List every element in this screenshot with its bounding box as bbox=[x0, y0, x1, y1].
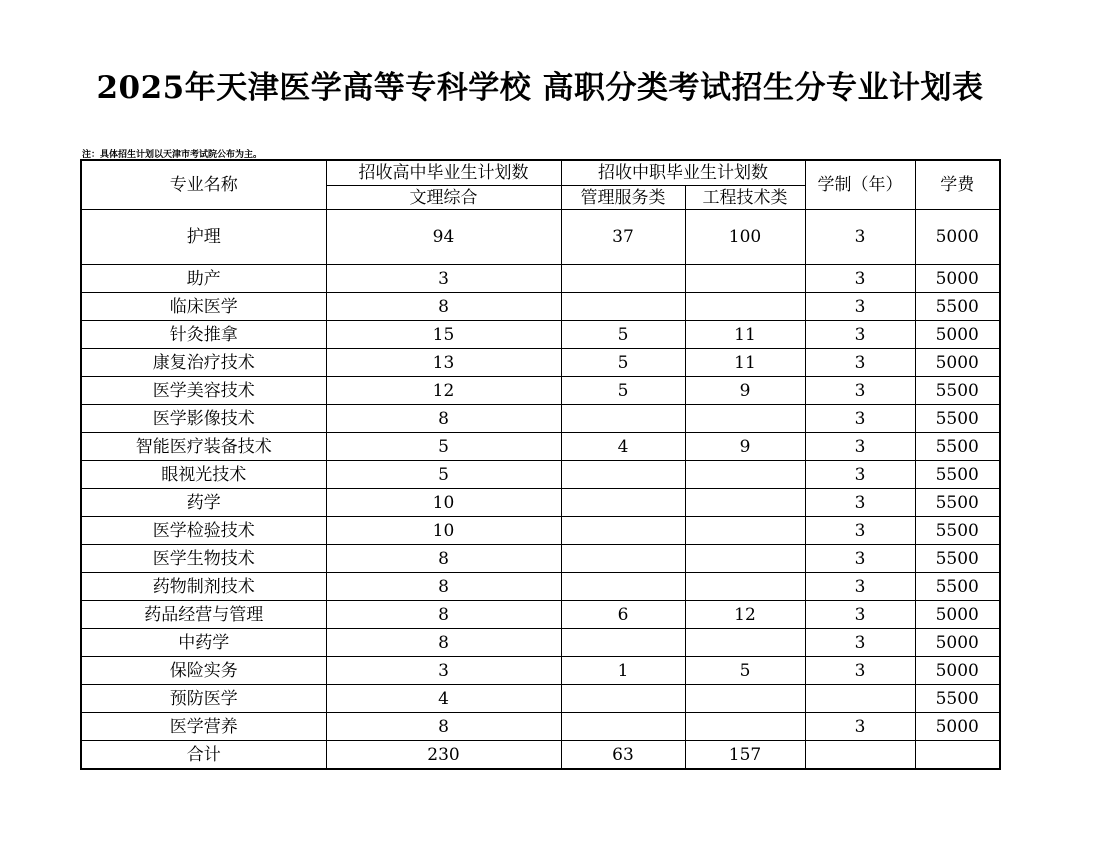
cell-management-plan bbox=[561, 685, 685, 713]
cell-years: 3 bbox=[805, 573, 915, 601]
cell-hs-plan: 13 bbox=[326, 349, 561, 377]
table-row bbox=[81, 657, 1000, 685]
table-row bbox=[81, 293, 1000, 321]
cell-hs-plan: 10 bbox=[326, 489, 561, 517]
table-row bbox=[81, 461, 1000, 489]
cell-years: 3 bbox=[805, 517, 915, 545]
cell-hs-plan: 8 bbox=[326, 629, 561, 657]
cell-years: 3 bbox=[805, 433, 915, 461]
cell-years: 3 bbox=[805, 713, 915, 741]
cell-engineering-plan bbox=[685, 293, 805, 321]
cell-major: 智能医疗装备技术 bbox=[81, 433, 326, 461]
table-row bbox=[81, 629, 1000, 657]
cell-fee: 5000 bbox=[915, 657, 1000, 685]
cell-hs-plan: 5 bbox=[326, 461, 561, 489]
cell-hs-plan: 12 bbox=[326, 377, 561, 405]
cell-years: 3 bbox=[805, 461, 915, 489]
table-row bbox=[81, 713, 1000, 741]
cell-management-plan: 6 bbox=[561, 601, 685, 629]
cell-engineering-plan bbox=[685, 629, 805, 657]
cell-engineering-plan: 12 bbox=[685, 601, 805, 629]
cell-engineering-plan: 157 bbox=[685, 741, 805, 770]
cell-management-plan: 4 bbox=[561, 433, 685, 461]
cell-major: 预防医学 bbox=[81, 685, 326, 713]
table-row bbox=[81, 210, 1000, 265]
cell-fee: 5500 bbox=[915, 461, 1000, 489]
table-row bbox=[81, 349, 1000, 377]
total-row bbox=[81, 741, 1000, 770]
cell-years: 3 bbox=[805, 321, 915, 349]
cell-hs-plan: 3 bbox=[326, 265, 561, 293]
cell-major: 药物制剂技术 bbox=[81, 573, 326, 601]
cell-fee: 5500 bbox=[915, 545, 1000, 573]
cell-management-plan: 37 bbox=[561, 210, 685, 265]
cell-management-plan bbox=[561, 629, 685, 657]
enrollment-plan-table bbox=[80, 159, 1001, 770]
table-body bbox=[81, 160, 1000, 769]
footnote: 注：具体招生计划以天津市考试院公布为主。 bbox=[82, 150, 263, 160]
cell-engineering-plan: 11 bbox=[685, 349, 805, 377]
header-hs-sub: 文理综合 bbox=[326, 186, 561, 210]
cell-fee: 5500 bbox=[915, 685, 1000, 713]
header-years: 学制（年） bbox=[805, 160, 915, 210]
cell-engineering-plan bbox=[685, 713, 805, 741]
cell-management-plan bbox=[561, 265, 685, 293]
table-row bbox=[81, 405, 1000, 433]
table-row bbox=[81, 601, 1000, 629]
cell-engineering-plan: 9 bbox=[685, 377, 805, 405]
cell-years: 3 bbox=[805, 265, 915, 293]
cell-management-plan bbox=[561, 293, 685, 321]
cell-management-plan bbox=[561, 545, 685, 573]
cell-hs-plan: 230 bbox=[326, 741, 561, 770]
cell-engineering-plan bbox=[685, 517, 805, 545]
cell-engineering-plan: 5 bbox=[685, 657, 805, 685]
table-row bbox=[81, 517, 1000, 545]
cell-major: 助产 bbox=[81, 265, 326, 293]
cell-major: 药品经营与管理 bbox=[81, 601, 326, 629]
table-row bbox=[81, 321, 1000, 349]
cell-management-plan bbox=[561, 713, 685, 741]
cell-fee: 5000 bbox=[915, 321, 1000, 349]
page-title: 2025年天津医学高等专科学校 高职分类考试招生分专业计划表 bbox=[96, 70, 984, 106]
cell-years: 3 bbox=[805, 545, 915, 573]
cell-years: 3 bbox=[805, 210, 915, 265]
cell-major: 医学美容技术 bbox=[81, 377, 326, 405]
cell-years: 3 bbox=[805, 377, 915, 405]
cell-hs-plan: 8 bbox=[326, 405, 561, 433]
header-hs-group: 招收高中毕业生计划数 bbox=[326, 160, 561, 186]
table-row bbox=[81, 573, 1000, 601]
table-row bbox=[81, 545, 1000, 573]
cell-fee: 5000 bbox=[915, 210, 1000, 265]
table-row bbox=[81, 433, 1000, 461]
cell-hs-plan: 4 bbox=[326, 685, 561, 713]
header-row-1 bbox=[81, 160, 1000, 186]
cell-engineering-plan: 11 bbox=[685, 321, 805, 349]
cell-fee: 5500 bbox=[915, 573, 1000, 601]
cell-fee: 5000 bbox=[915, 601, 1000, 629]
cell-major: 医学检验技术 bbox=[81, 517, 326, 545]
cell-fee: 5500 bbox=[915, 293, 1000, 321]
cell-engineering-plan bbox=[685, 685, 805, 713]
header-major: 专业名称 bbox=[81, 160, 326, 210]
header-vs-sub-engineering: 工程技术类 bbox=[685, 186, 805, 210]
cell-fee: 5500 bbox=[915, 489, 1000, 517]
cell-management-plan bbox=[561, 517, 685, 545]
cell-management-plan: 5 bbox=[561, 321, 685, 349]
cell-hs-plan: 8 bbox=[326, 573, 561, 601]
cell-fee: 5500 bbox=[915, 433, 1000, 461]
cell-major: 护理 bbox=[81, 210, 326, 265]
cell-engineering-plan: 9 bbox=[685, 433, 805, 461]
cell-major: 康复治疗技术 bbox=[81, 349, 326, 377]
cell-years: 3 bbox=[805, 349, 915, 377]
cell-major: 中药学 bbox=[81, 629, 326, 657]
cell-years: 3 bbox=[805, 293, 915, 321]
cell-engineering-plan: 100 bbox=[685, 210, 805, 265]
cell-management-plan bbox=[561, 489, 685, 517]
cell-management-plan: 5 bbox=[561, 349, 685, 377]
cell-hs-plan: 94 bbox=[326, 210, 561, 265]
cell-engineering-plan bbox=[685, 461, 805, 489]
cell-years: 3 bbox=[805, 657, 915, 685]
header-vs-sub-management: 管理服务类 bbox=[561, 186, 685, 210]
cell-fee: 5000 bbox=[915, 265, 1000, 293]
cell-major: 临床医学 bbox=[81, 293, 326, 321]
table-row bbox=[81, 685, 1000, 713]
table-row bbox=[81, 489, 1000, 517]
cell-hs-plan: 8 bbox=[326, 545, 561, 573]
cell-years bbox=[805, 685, 915, 713]
cell-major: 医学影像技术 bbox=[81, 405, 326, 433]
cell-hs-plan: 15 bbox=[326, 321, 561, 349]
cell-fee: 5500 bbox=[915, 377, 1000, 405]
cell-management-plan bbox=[561, 461, 685, 489]
cell-major: 针灸推拿 bbox=[81, 321, 326, 349]
table-row bbox=[81, 265, 1000, 293]
cell-management-plan: 63 bbox=[561, 741, 685, 770]
header-vs-group: 招收中职毕业生计划数 bbox=[561, 160, 805, 186]
cell-years bbox=[805, 741, 915, 770]
cell-fee bbox=[915, 741, 1000, 770]
cell-hs-plan: 8 bbox=[326, 713, 561, 741]
cell-engineering-plan bbox=[685, 405, 805, 433]
cell-management-plan: 1 bbox=[561, 657, 685, 685]
cell-hs-plan: 10 bbox=[326, 517, 561, 545]
cell-hs-plan: 8 bbox=[326, 293, 561, 321]
cell-fee: 5000 bbox=[915, 713, 1000, 741]
cell-engineering-plan bbox=[685, 545, 805, 573]
cell-engineering-plan bbox=[685, 489, 805, 517]
table-row bbox=[81, 377, 1000, 405]
cell-hs-plan: 5 bbox=[326, 433, 561, 461]
cell-hs-plan: 8 bbox=[326, 601, 561, 629]
cell-management-plan: 5 bbox=[561, 377, 685, 405]
cell-engineering-plan bbox=[685, 265, 805, 293]
cell-major: 医学营养 bbox=[81, 713, 326, 741]
cell-fee: 5000 bbox=[915, 349, 1000, 377]
cell-management-plan bbox=[561, 573, 685, 601]
cell-major: 保险实务 bbox=[81, 657, 326, 685]
cell-hs-plan: 3 bbox=[326, 657, 561, 685]
cell-years: 3 bbox=[805, 601, 915, 629]
cell-fee: 5000 bbox=[915, 629, 1000, 657]
cell-years: 3 bbox=[805, 489, 915, 517]
cell-fee: 5500 bbox=[915, 517, 1000, 545]
cell-major: 医学生物技术 bbox=[81, 545, 326, 573]
cell-engineering-plan bbox=[685, 573, 805, 601]
cell-years: 3 bbox=[805, 629, 915, 657]
cell-major: 眼视光技术 bbox=[81, 461, 326, 489]
header-fee: 学费 bbox=[915, 160, 1000, 210]
cell-major: 药学 bbox=[81, 489, 326, 517]
cell-major: 合计 bbox=[81, 741, 326, 770]
cell-management-plan bbox=[561, 405, 685, 433]
cell-years: 3 bbox=[805, 405, 915, 433]
cell-fee: 5500 bbox=[915, 405, 1000, 433]
